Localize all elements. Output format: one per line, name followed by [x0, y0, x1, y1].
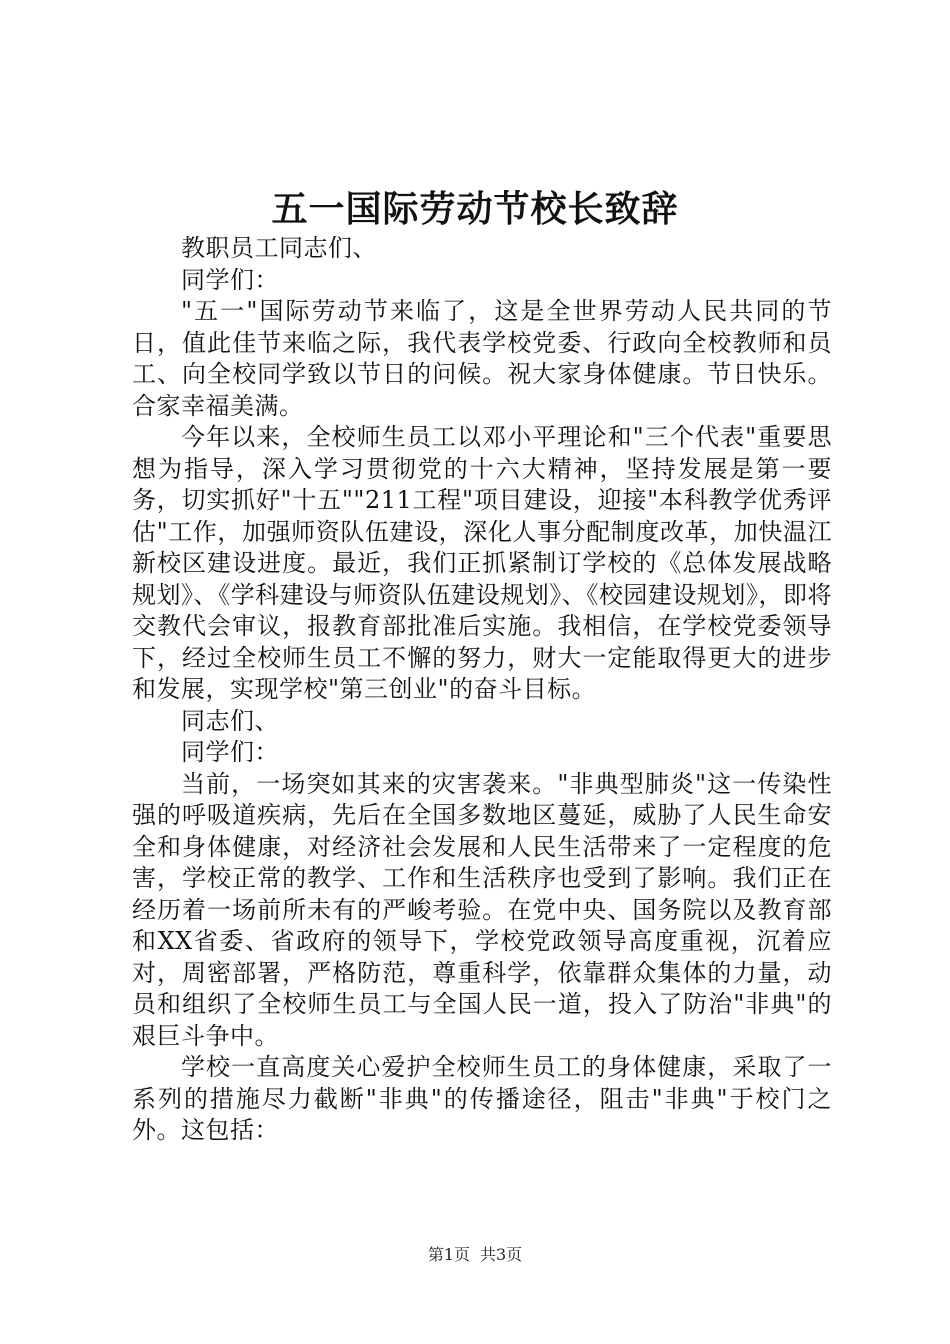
page-number: 第1页 [427, 1245, 470, 1264]
salutation-students-2: 同学们： [181, 738, 279, 766]
salutation-students: 同学们： [181, 265, 279, 294]
page-total: 共3页 [480, 1245, 523, 1264]
paragraph-greeting: "五一"国际劳动节来临了，这是全世界劳动人民共同的节日，值此佳节来临之际，我代表学校党委、行政向全校教师和员工、向全校同学致以节日的问候。祝大家身体健康。节日快乐。合家幸福美满。 [132, 297, 832, 420]
document-body [132, 233, 832, 1147]
salutation-staff: 教职员工同志们、 [181, 234, 377, 262]
salutation-comrades: 同志们、 [181, 706, 279, 735]
page-footer [0, 1243, 950, 1267]
paragraph-measures: 学校一直高度关心爱护全校师生员工的身体健康，采取了一系列的措施尽力截断"非典"的传播途径，阻击"非典"于校门之外。这包括： [132, 1053, 832, 1144]
paragraph-sars: 当前，一场突如其来的灾害袭来。"非典型肺炎"这一传染性强的呼吸道疾病，先后在全国多数地区蔓延，威胁了人民生命安全和身体健康，对经济社会发展和人民生活带来了一定程度的危害，学校正常的教学、工作和生活秩序也受到了影响。我们正在经历着一场前所未有的严峻考验。在党中央、国务院以及教育部和XX省委、省政府的领导下，学校党政领导高度重视，沉着应对，周密部署，严格防范，尊重科学，依靠群众集体的力量，动员和组织了全校师生员工与全国人民一道，投入了防治"非典"的艰巨斗争中。 [132, 769, 832, 1050]
document-title: 五一国际劳动节校长致辞 [271, 188, 679, 230]
paragraph-progress: 今年以来，全校师生员工以邓小平理论和"三个代表"重要思想为指导，深入学习贯彻党的十六大精神，坚持发展是第一要务，切实抓好"十五""211工程"项目建设，迎接"本科教学优秀评估"工作，加强师资队伍建设，深化人事分配制度改革，加快温江新校区建设进度。最近，我们正抓紧制订学校的《总体发展战略规划》、《学科建设与师资队伍建设规划》、《校园建设规划》，即将交教代会审议，报教育部批准后实施。我相信，在学校党委领导下，经过全校师生员工不懈的努力，财大一定能取得更大的进步和发展，实现学校"第三创业"的奋斗目标。 [132, 423, 832, 703]
